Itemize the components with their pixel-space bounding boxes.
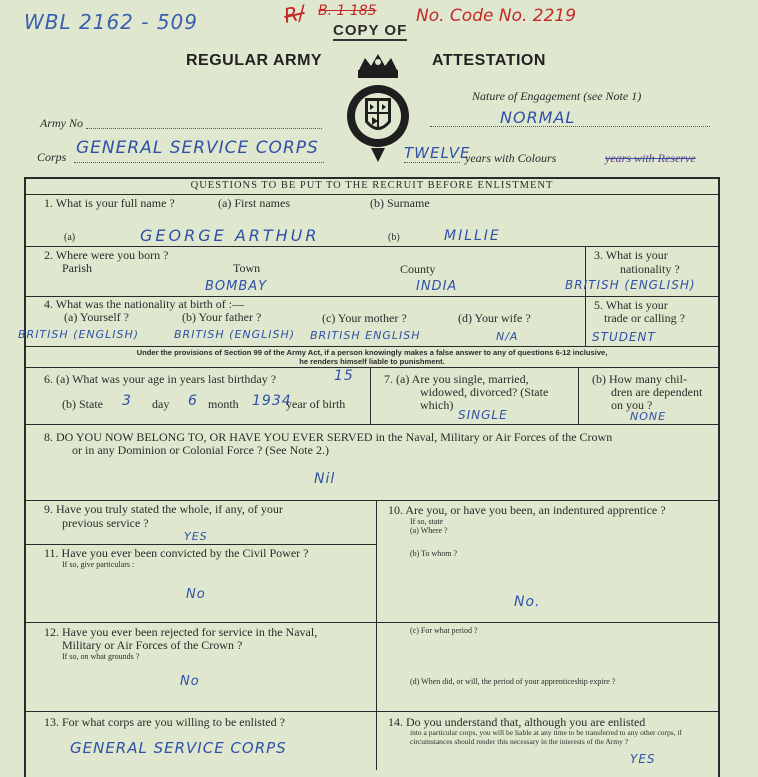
questions-box	[24, 177, 720, 777]
nationality-value: BRITISH (ENGLISH)	[565, 278, 696, 292]
q6-b-label: (b) State	[62, 397, 103, 411]
corps-label: Corps	[37, 150, 67, 164]
q1-label: 1. What is your full name ?	[44, 196, 175, 210]
q1-b-mark: (b)	[388, 232, 400, 243]
warning-text: Under the provisions of Section 99 of the Army Act, if a person knowingly makes a false answer to any of questions 6-12 inclusive, he renders himself liable to punishment.	[136, 348, 608, 366]
birth-month-value: 6	[188, 393, 198, 409]
engagement-line	[430, 126, 710, 127]
years-reserve-struck: years with Reserve	[605, 151, 696, 165]
trade-value: STUDENT	[592, 330, 656, 344]
struck-form-number: B. 1 185	[318, 3, 377, 19]
q3-label-2: nationality ?	[620, 262, 680, 276]
wife-nationality-value: N/A	[496, 330, 519, 343]
engagement-value: NORMAL	[500, 108, 576, 127]
q1-surname-label: (b) Surname	[370, 196, 430, 210]
q7-b-3: on you ?	[611, 398, 653, 412]
q4-d: (d) Your wife ?	[458, 311, 531, 325]
army-no-label: Army No	[40, 116, 83, 130]
q7-label-1: 7. (a) Are you single, married,	[384, 372, 529, 386]
convicted-value: No	[186, 587, 206, 602]
rejected-value: No	[180, 674, 200, 689]
years-value: TWELVE	[404, 144, 471, 162]
q14-body: into a particular corps, you will be liable at any time to be transferred to any other corps, if circumstances should render this necessary in the interests of the Army ?	[410, 728, 682, 746]
apprentice-value: No.	[514, 594, 541, 610]
q10-a: (a) Where ?	[410, 526, 448, 535]
years-line	[404, 162, 460, 163]
questions-heading: QUESTIONS TO BE PUT TO THE RECRUIT BEFORE ENLISTMENT	[190, 180, 554, 191]
father-nationality-value: BRITISH (ENGLISH)	[174, 328, 296, 341]
age-value: 15	[334, 368, 354, 384]
q4-label: 4. What was the nationality at birth of :—	[44, 297, 245, 311]
q2-parish: Parish	[62, 261, 92, 275]
truly-stated-value: YES	[184, 530, 208, 543]
q1-first-names-label: (a) First names	[218, 196, 290, 210]
title-attestation: ATTESTATION	[432, 52, 546, 69]
q2-county: County	[400, 262, 436, 276]
q10-b: (b) To whom ?	[410, 549, 458, 558]
birth-day-value: 3	[122, 393, 132, 409]
q10-c: (c) For what period ?	[410, 626, 478, 635]
q10-label: 10. Are you, or have you been, an indentured apprentice ?	[388, 503, 666, 517]
first-names-value: GEORGE ARTHUR	[140, 226, 320, 245]
royal-crest-icon	[343, 50, 413, 168]
mother-nationality-value: BRITISH ENGLISH	[310, 329, 421, 342]
q4-a: (a) Yourself ?	[64, 310, 129, 324]
q8-label-1: 8. DO YOU NOW BELONG TO, OR HAVE YOU EVER SERVED in the Naval, Military or Air Forces of the Crown	[44, 430, 613, 444]
q13-label: 13. For what corps are you willing to be enlisted ?	[44, 715, 285, 729]
army-no-line	[86, 128, 322, 129]
copy-of-label: COPY OF	[333, 22, 408, 39]
engagement-label: Nature of Engagement (see Note 1)	[472, 89, 642, 103]
q9-label-1: 9. Have you truly stated the whole, if any, of your	[44, 502, 283, 516]
previous-service-value: Nil	[314, 471, 336, 487]
q14-label: 14. Do you understand that, although you are enlisted	[388, 715, 646, 729]
q6-day-label: day	[152, 397, 170, 411]
q7-b-2: dren are dependent	[611, 385, 703, 399]
birth-year-value: 1934	[252, 393, 292, 409]
q3-label-1: 3. What is your	[594, 248, 668, 262]
q8-label-2: or in any Dominion or Colonial Force ? (See Note 2.)	[72, 443, 329, 457]
q7-b-1: (b) How many chil-	[592, 372, 687, 386]
q2-town: Town	[233, 261, 261, 275]
q6-year-label: year of birth	[286, 397, 346, 411]
q5-label-2: trade or calling ?	[604, 311, 685, 325]
self-nationality-value: BRITISH (ENGLISH)	[18, 328, 140, 341]
dependents-value: NONE	[630, 410, 667, 423]
q5-label-1: 5. What is your	[594, 298, 668, 312]
corps-line	[74, 162, 324, 163]
q4-c: (c) Your mother ?	[322, 311, 407, 325]
corps-value: GENERAL SERVICE CORPS	[76, 138, 319, 158]
q7-label-2: widowed, divorced? (State	[420, 385, 549, 399]
q11-sub: If so, give particulars :	[62, 560, 135, 569]
title-regular-army: REGULAR ARMY	[186, 52, 323, 69]
q7-label-3: which)	[420, 398, 454, 412]
q9-label-2: previous service ?	[62, 516, 149, 530]
q1-a-mark: (a)	[64, 232, 76, 243]
code-number: No. Code No. 2219	[416, 6, 577, 26]
marital-status-value: SINGLE	[458, 408, 508, 422]
q12-label-2: Military or Air Forces of the Crown ?	[62, 638, 243, 652]
q6-label: 6. (a) What was your age in years last birthday ?	[44, 372, 277, 386]
q12-sub: If so, on what grounds ?	[62, 652, 140, 661]
struck-mark: R/	[281, 0, 307, 28]
birth-town-value: BOMBAY	[205, 279, 268, 294]
q12-label-1: 12. Have you ever been rejected for service in the Naval,	[44, 625, 318, 639]
q2-label: 2. Where were you born ?	[44, 248, 169, 262]
q6-month-label: month	[208, 397, 239, 411]
q11-label: 11. Have you ever been convicted by the Civil Power ?	[44, 546, 309, 560]
q10-if-so: If so, state	[410, 517, 444, 526]
surname-value: MILLIE	[444, 228, 501, 244]
birth-county-value: INDIA	[416, 279, 458, 294]
understand-transfer-value: YES	[630, 752, 656, 766]
q4-b: (b) Your father ?	[182, 310, 262, 324]
q10-d: (d) When did, or will, the period of your apprenticeship expire ?	[410, 677, 616, 686]
enlist-corps-value: GENERAL SERVICE CORPS	[70, 739, 287, 757]
reference-number: WBL 2162 - 509	[24, 10, 198, 34]
years-colours-label: years with Colours	[465, 151, 557, 165]
